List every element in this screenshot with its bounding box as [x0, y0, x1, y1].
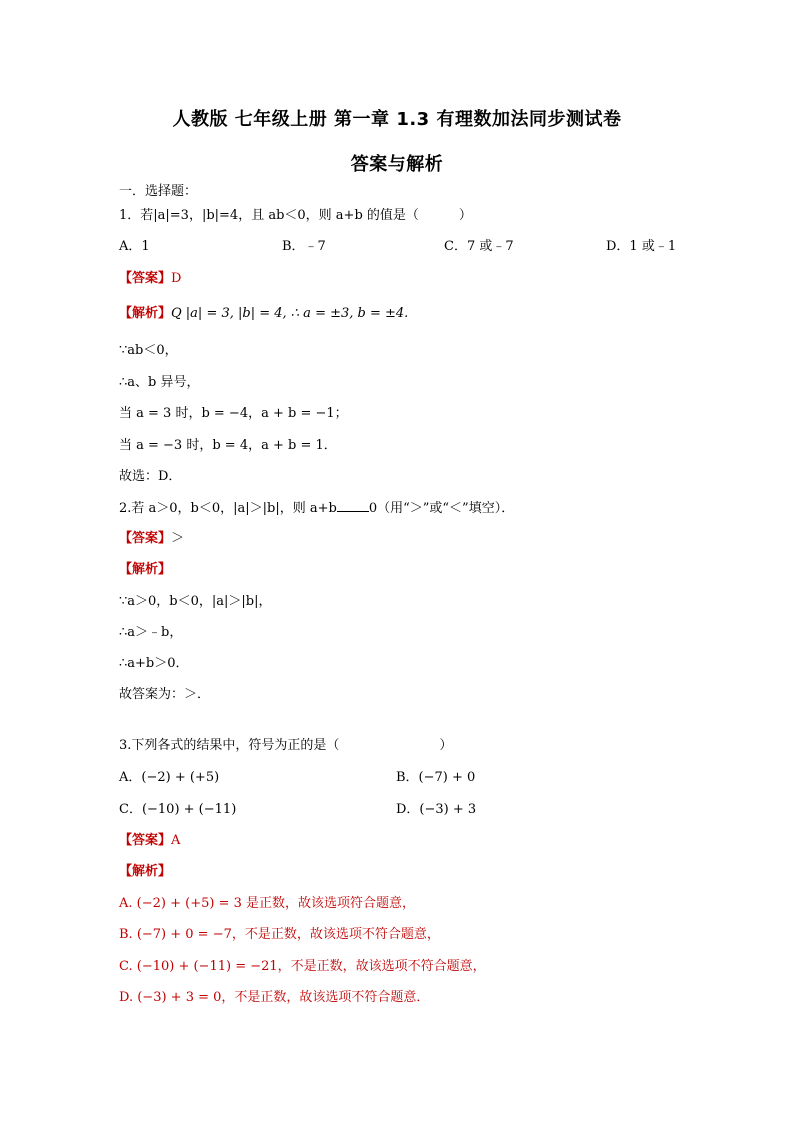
- q3-analysis-line-4: D. (−3) + 3 = 0，不是正数，故该选项不符合题意．: [119, 990, 430, 1005]
- question-1-stem: [119, 207, 472, 225]
- q1-analysis-first: [119, 305, 408, 323]
- document-title: 人教版 七年级上册 第一章 1.3 有理数加法同步测试卷: [172, 109, 622, 130]
- q2-fill-blank: [337, 499, 369, 512]
- q2-answer: [119, 530, 184, 548]
- q1-analysis-line-3: ∴a、b 异号，: [119, 375, 200, 390]
- q1-analysis-line-4: 当 a = 3 时，b = −4，a + b = −1；: [119, 406, 348, 421]
- q2-analysis-line-4: 故答案为：＞．: [119, 687, 211, 702]
- q3-option-d: D．(−3) + 3: [396, 802, 477, 817]
- q2-answer-value: ＞: [171, 531, 185, 546]
- question-1-text: 1．若|a|=3，|b|=4，且 ab＜0，则 a+b 的值是（: [119, 208, 419, 223]
- document-subtitle: 答案与解析: [350, 154, 444, 175]
- q1-option-b: B．﹣7: [282, 239, 326, 254]
- question-3-text: 3.下列各式的结果中，符号为正的是（: [119, 738, 340, 753]
- q1-analysis-line-6: 故选：D．: [119, 469, 182, 484]
- q3-analysis-line-1: A. (−2) + (+5) = 3 是正数，故该选项符合题意，: [119, 896, 415, 911]
- q1-answer-value: D: [171, 271, 182, 286]
- q3-answer-value: A: [171, 833, 181, 848]
- q3-answer: [119, 832, 180, 850]
- q1-analysis-line-1: Q |a| = 3, |b| = 4, ∴ a = ±3, b = ±4.: [171, 306, 409, 321]
- q2-answer-label: 【答案】: [119, 531, 172, 546]
- q3-analysis-label: 【解析】: [119, 864, 172, 879]
- q3-analysis-line-2: B. (−7) + 0 = −7，不是正数，故该选项不符合题意，: [119, 927, 440, 942]
- q2-analysis-line-3: ∴a+b＞0．: [119, 656, 189, 671]
- question-1-paren-close: ）: [458, 208, 472, 223]
- q3-option-a: A．(−2) + (+5): [119, 770, 220, 785]
- question-3-stem: [119, 737, 452, 755]
- question-2-stem: [119, 499, 514, 518]
- q2-analysis-line-1: ∵a＞0，b＜0，|a|＞|b|，: [119, 594, 272, 609]
- question-2-text-a: 2.若 a＞0，b＜0，|a|＞|b|，则 a+b: [119, 501, 337, 516]
- q2-analysis-label: 【解析】: [119, 562, 172, 577]
- q3-analysis-line-3: C. (−10) + (−11) = −21，不是正数，故该选项不符合题意，: [119, 959, 486, 974]
- q3-option-b: B．(−7) + 0: [396, 770, 476, 785]
- q1-answer: [119, 270, 181, 288]
- q1-option-a: A．1: [119, 239, 150, 254]
- q1-analysis-line-5: 当 a = −3 时，b = 4，a + b = 1．: [119, 438, 337, 453]
- q3-option-c: C．(−10) + (−11): [119, 802, 237, 817]
- q1-analysis-line-2: ∵ab＜0，: [119, 343, 178, 358]
- q1-analysis-label: 【解析】: [119, 306, 172, 321]
- question-3-paren-close: ）: [439, 738, 453, 753]
- q3-answer-label: 【答案】: [119, 833, 172, 848]
- q1-option-d: D．1 或﹣1: [606, 239, 677, 254]
- q1-option-c: C．7 或﹣7: [444, 239, 514, 254]
- q2-analysis-line-2: ∴a＞﹣b，: [119, 625, 183, 640]
- q1-answer-label: 【答案】: [119, 271, 172, 286]
- section-heading: 一．选择题：: [119, 184, 198, 199]
- question-2-text-b: 0（用“＞”或“＜”填空）．: [368, 501, 515, 516]
